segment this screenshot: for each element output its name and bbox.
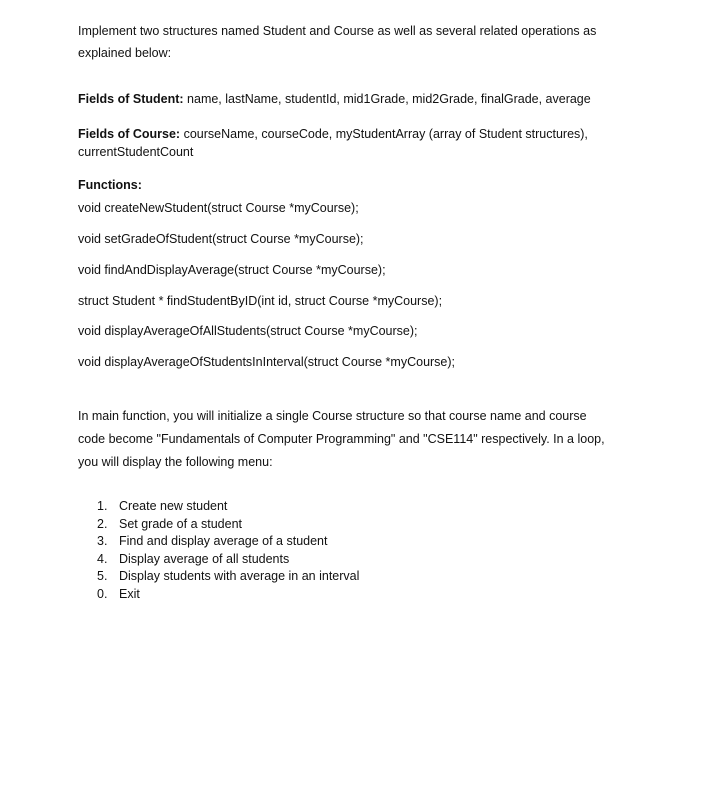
- function-signature: void setGradeOfStudent(struct Course *myCourse);: [78, 232, 364, 246]
- menu-item-number: 2.: [97, 516, 108, 531]
- menu-item: [97, 516, 359, 534]
- menu-item: [97, 533, 359, 551]
- functions-heading: Functions:: [78, 178, 142, 192]
- function-signature: struct Student * findStudentByID(int id, struct Course *myCourse);: [78, 294, 443, 308]
- menu-item-number: 1.: [97, 499, 108, 513]
- menu-item-label: Create new student: [119, 499, 228, 513]
- student-fields: [78, 91, 591, 107]
- function-signature: void displayAverageOfStudentsInInterval(struct Course *myCourse);: [78, 355, 456, 369]
- menu-item-label: Set grade of a student: [119, 516, 243, 531]
- student-fields-label: Fields of Student:: [78, 92, 184, 106]
- menu-item-number: 4.: [97, 551, 108, 566]
- function-signature: void createNewStudent(struct Course *myCourse);: [78, 201, 359, 215]
- course-fields-label: Fields of Course:: [78, 127, 181, 141]
- menu-item: [97, 586, 359, 604]
- menu-item: [97, 568, 359, 586]
- student-fields-value: name, lastName, studentId, mid1Grade, mid2Grade, finalGrade, average: [183, 92, 591, 106]
- function-signature: void findAndDisplayAverage(struct Course *myCourse);: [78, 263, 386, 277]
- menu-item-label: Exit: [119, 586, 140, 601]
- function-signature: void displayAverageOfAllStudents(struct Course *myCourse);: [78, 324, 418, 338]
- menu-item: [97, 498, 359, 516]
- menu-item-label: Display students with average in an interval: [119, 569, 360, 584]
- menu-item-label: Display average of all students: [119, 551, 290, 566]
- intro-line-2: explained below:: [78, 46, 172, 60]
- course-fields-continued: currentStudentCount: [78, 145, 194, 159]
- course-fields: [78, 126, 588, 142]
- intro-line-1: Implement two structures named Student and Course as well as several related operations as: [78, 24, 597, 38]
- menu-item: [97, 551, 359, 569]
- menu-item-label: Find and display average of a student: [119, 534, 328, 549]
- main-description-line-3: you will display the following menu:: [78, 455, 273, 469]
- menu-item-number: 0.: [97, 586, 108, 601]
- menu-item-number: 5.: [97, 569, 108, 584]
- main-description-line-1: In main function, you will initialize a single Course structure so that course name and course: [78, 409, 587, 423]
- course-fields-value: courseName, courseCode, myStudentArray (array of Student structures),: [180, 127, 588, 141]
- menu-list: [97, 498, 359, 604]
- main-description-line-2: code become "Fundamentals of Computer Programming" and "CSE114" respectively. In a loop,: [78, 432, 605, 446]
- menu-item-number: 3.: [97, 534, 108, 549]
